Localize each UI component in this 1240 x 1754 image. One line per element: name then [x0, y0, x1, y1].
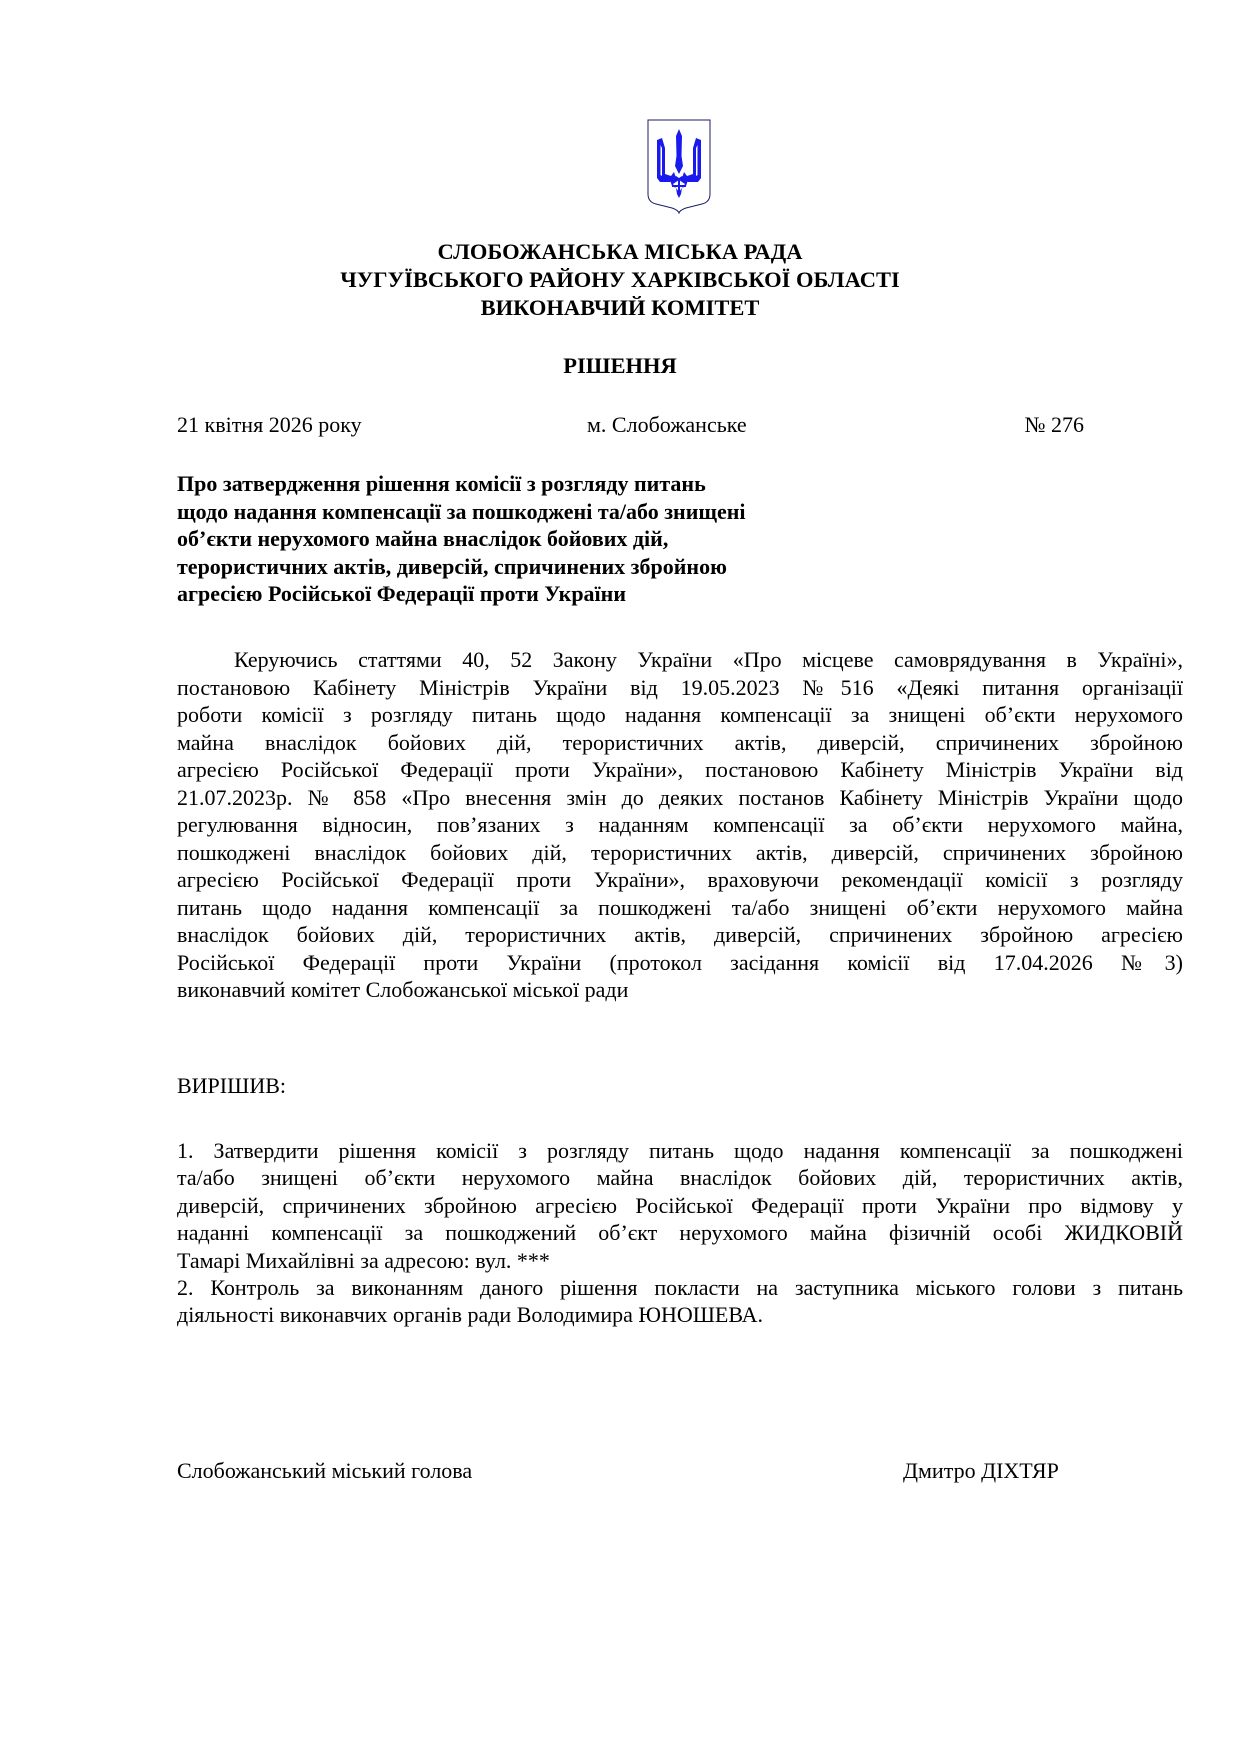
title-line: терористичних актів, диверсій, спричинених збройною: [177, 553, 727, 579]
document-meta-row: [177, 410, 1084, 440]
preamble-line: агресією Російської Федерації проти України», враховуючи рекомендації комісії з розгляду: [177, 867, 1183, 892]
preamble-line: Керуючись статтями 40, 52 Закону України «Про місцеве самоврядування в Україні»,: [234, 647, 1183, 672]
decision-item-line: диверсій, спричинених збройною агресією Російської Федерації проти України про відмову у: [177, 1192, 1183, 1218]
header-line-committee: ВИКОНАВЧИЙ КОМІТЕТ: [480, 295, 760, 320]
decided-label: ВИРІШИВ:: [177, 1073, 286, 1098]
decision-items: [177, 1137, 1183, 1329]
preamble-paragraph: [177, 646, 1183, 1004]
decision-item-line: 2. Контроль за виконанням даного рішення покласти на заступника міського голови з питань: [177, 1274, 1183, 1300]
preamble-line: виконавчий комітет Слобожанської міської ради: [177, 977, 629, 1002]
signature-block: [177, 1456, 1083, 1486]
title-line: об’єкти нерухомого майна внаслідок бойових дій,: [177, 526, 669, 551]
document-city: м. Слобожанське: [587, 412, 747, 437]
preamble-line: агресією Російської Федерації проти України», постановою Кабінету Міністрів України від: [177, 757, 1183, 782]
preamble-line: постановою Кабінету Міністрів України від 19.05.2023 №516 «Деякі питання організації: [177, 674, 1183, 700]
header-line-council: СЛОБОЖАНСЬКА МІСЬКА РАДА: [437, 239, 803, 264]
preamble-line: пошкоджені внаслідок бойових дій, терористичних актів, диверсій, спричинених збройною: [177, 839, 1183, 865]
preamble-line: Російської Федерації проти України (протокол засідання комісії від 17.04.2026 №3): [177, 949, 1183, 975]
title-line: Про затвердження рішення комісії з розгляду питань: [177, 471, 706, 496]
decision-item-line: 1. Затвердити рішення комісії з розгляду питань щодо надання компенсації за пошкоджені: [177, 1138, 1183, 1163]
preamble-line: роботи комісії з розгляду питань щодо надання компенсації за знищені об’єкти нерухомого: [177, 702, 1183, 727]
organization-header: [0, 238, 1240, 322]
preamble-line: питань щодо надання компенсації за пошкоджені та/або знищені об’єкти нерухомого майна: [177, 894, 1183, 920]
preamble-line: майна внаслідок бойових дій, терористичних актів, диверсій, спричинених збройною: [177, 729, 1183, 755]
decision-item-line: наданні компенсації за пошкоджений об’єкт нерухомого майна фізичній особі ЖИДКОВІЙ: [177, 1220, 1183, 1246]
decision-item-line: діяльності виконавчих органів ради Володимира ЮНОШЕВА.: [177, 1302, 764, 1328]
preamble-line: регулювання відносин, пов’язаних з наданням компенсації за об’єкти нерухомого майна,: [177, 812, 1183, 837]
document-number: № 276: [1024, 412, 1084, 437]
document-date: 21 квітня 2026 року: [177, 412, 362, 437]
preamble-line: 21.07.2023р. № 858 «Про внесення змін до деяких постанов Кабінету Міністрів України щодо: [177, 784, 1183, 810]
decision-item-line: Тамарі Михайлівні за адресою: вул. ***: [177, 1247, 550, 1273]
preamble-line: внаслідок бойових дій, терористичних актів, диверсій, спричинених збройною агресією: [177, 922, 1183, 947]
ukraine-coat-of-arms-icon: [646, 118, 712, 214]
header-line-district: ЧУГУЇВСЬКОГО РАЙОНУ ХАРКІВСЬКОЇ ОБЛАСТІ: [340, 267, 900, 292]
title-line: щодо надання компенсації за пошкоджені та/або знищені: [177, 498, 746, 524]
title-line: агресією Російської Федерації проти України: [177, 581, 627, 606]
signatory-position: Слобожанський міський голова: [177, 1458, 473, 1483]
document-type-title: РІШЕННЯ: [563, 353, 677, 378]
decision-subject-title: [177, 470, 857, 608]
signatory-name: Дмитро ДІХТЯР: [903, 1458, 1059, 1483]
decision-item-line: та/або знищені об’єкти нерухомого майна внаслідок бойових дій, терористичних актів,: [177, 1165, 1183, 1191]
